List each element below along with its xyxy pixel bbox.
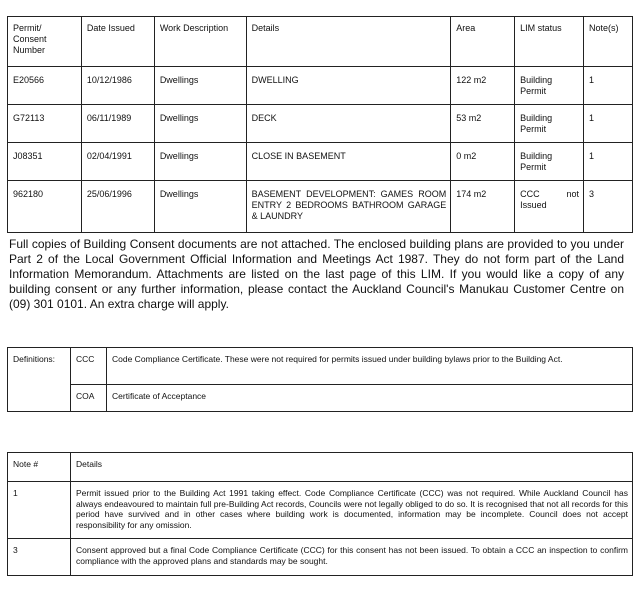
area: 53 m2 — [451, 105, 515, 143]
header-note-details: Details — [71, 453, 633, 482]
date-issued: 10/12/1986 — [81, 67, 154, 105]
work-description: Dwellings — [154, 143, 246, 181]
note-ref: 3 — [583, 181, 632, 233]
header-lim-status: LIM status — [515, 17, 584, 67]
notes-table — [7, 452, 633, 576]
work-description: Dwellings — [154, 105, 246, 143]
note-text: Permit issued prior to the Building Act 1991 taking effect. Code Compliance Certificate (CCC) was not required. While Auckland Council has always endeavoured to maintain full pre-Building Act records, Councils were not legally obliged to do so. It is recognised that not all records for this period have survived and in other cases where building work is documented, information may be incomplete. Council does not accept responsibility for any omission. — [71, 482, 633, 539]
lim-status: Building Permit — [515, 67, 584, 105]
area: 174 m2 — [451, 181, 515, 233]
permit-number: G72113 — [8, 105, 82, 143]
details: BASEMENT DEVELOPMENT: GAMES ROOM ENTRY 2 BEDROOMS BATHROOM GARAGE & LAUNDRY — [246, 181, 451, 233]
area: 0 m2 — [451, 143, 515, 181]
date-issued: 02/04/1991 — [81, 143, 154, 181]
date-issued: 06/11/1989 — [81, 105, 154, 143]
definition-text: Certificate of Acceptance — [107, 385, 633, 412]
definition-text: Code Compliance Certificate. These were not required for permits issued under building bylaws prior to the Building Act. — [107, 348, 633, 385]
note-number: 3 — [8, 539, 71, 576]
permit-number: 962180 — [8, 181, 82, 233]
header-date-issued: Date Issued — [81, 17, 154, 67]
definition-row — [8, 385, 633, 412]
area: 122 m2 — [451, 67, 515, 105]
permits-table — [7, 16, 633, 233]
lim-status: Building Permit — [515, 105, 584, 143]
table-row — [8, 67, 633, 105]
definitions-label: Definitions: — [8, 348, 71, 412]
permit-number: E20566 — [8, 67, 82, 105]
note-ref: 1 — [583, 67, 632, 105]
note-text: Consent approved but a final Code Compliance Certificate (CCC) for this consent has not been issued. To obtain a CCC an inspection to confirm compliance with the approved plans and standards may be sought. — [71, 539, 633, 576]
header-area: Area — [451, 17, 515, 67]
table-row — [8, 143, 633, 181]
definition-row — [8, 348, 633, 385]
definitions-table — [7, 347, 633, 412]
lim-status: Building Permit — [515, 143, 584, 181]
notes-header-row — [8, 453, 633, 482]
details: CLOSE IN BASEMENT — [246, 143, 451, 181]
note-ref: 1 — [583, 105, 632, 143]
work-description: Dwellings — [154, 181, 246, 233]
permits-header-row — [8, 17, 633, 67]
table-row — [8, 105, 633, 143]
details: DECK — [246, 105, 451, 143]
work-description: Dwellings — [154, 67, 246, 105]
header-details: Details — [246, 17, 451, 67]
date-issued: 25/06/1996 — [81, 181, 154, 233]
table-row — [8, 181, 633, 233]
definition-code: COA — [71, 385, 107, 412]
building-consent-paragraph: Full copies of Building Consent documents are not attached. The enclosed building plans are provided to you under Part 2 of the Local Government Official Information and Meetings Act 1987. They do not form part of the Land Information Memorandum. Attachments are listed on the last page of this LIM. If you would like a copy of any building consent or any further information, please contact the Auckland Council's Manukau Customer Centre on (09) 301 0101. An extra charge will apply. — [9, 237, 624, 311]
header-note-number: Note # — [8, 453, 71, 482]
note-row — [8, 482, 633, 539]
header-permit-number: Permit/ Consent Number — [8, 17, 82, 67]
note-row — [8, 539, 633, 576]
details: DWELLING — [246, 67, 451, 105]
header-notes: Note(s) — [583, 17, 632, 67]
note-ref: 1 — [583, 143, 632, 181]
lim-status: CCC not Issued — [515, 181, 584, 233]
definition-code: CCC — [71, 348, 107, 385]
note-number: 1 — [8, 482, 71, 539]
header-work-description: Work Description — [154, 17, 246, 67]
permit-number: J08351 — [8, 143, 82, 181]
